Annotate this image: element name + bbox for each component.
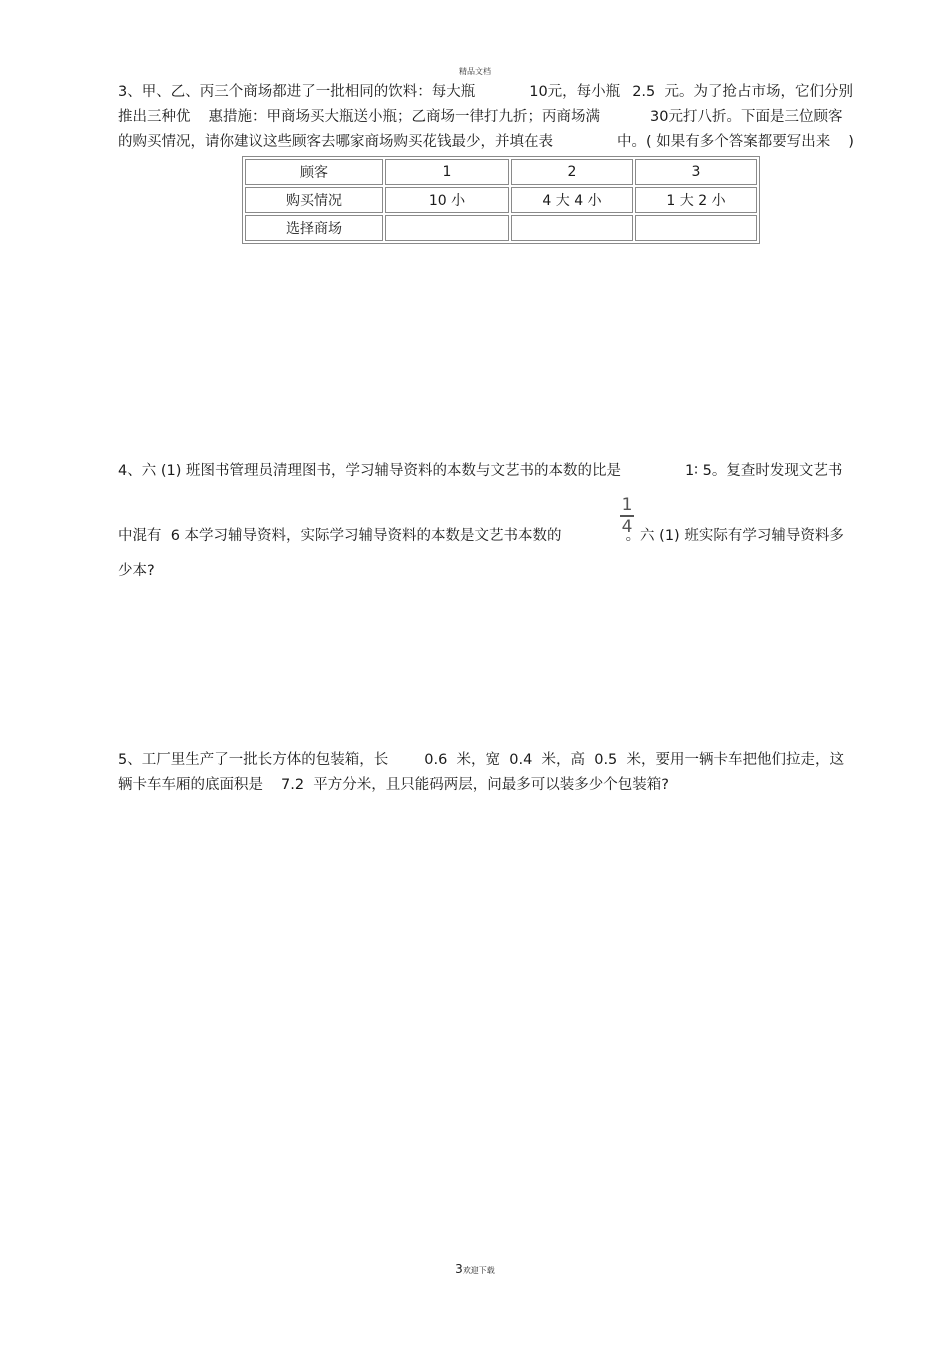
q3-table [242,156,760,244]
page-header: 精品文档 [459,67,491,76]
q3-line-1-part-a: 3、甲、乙、丙三个商场都进了一批相同的饮料：每大瓶 [118,84,476,100]
answer-cell[interactable] [385,215,509,241]
page-number: 3 [455,1262,463,1276]
q4-line-2-part-b: 。六 (1) 班实际有学习辅导资料多 [625,528,844,544]
table-row [245,215,757,241]
q3-line-1 [118,82,853,102]
answer-cell[interactable] [635,215,757,241]
table-cell: 4 大 4 小 [511,187,633,213]
q5-line-2-part-a: 辆卡车车厢的底面积是 [118,777,263,793]
table-cell: 顾客 [245,159,383,185]
q4-line-2 [118,526,844,546]
q5-line-1 [118,750,844,770]
q4-line-3: 少本? [118,563,155,579]
q3-line-2 [118,107,842,127]
q4-line-1-part-a: 4、六 (1) 班图书管理员清理图书，学习辅导资料的本数与文艺书的本数的比是 [118,463,621,479]
table-cell: 选择商场 [245,215,383,241]
table-cell: 3 [635,159,757,185]
table-cell: 10 小 [385,187,509,213]
q5-line-1-part-b: 0.6 米，宽 0.4 米，高 0.5 米，要用一辆卡车把他们拉走，这 [424,752,845,768]
table-row [245,187,757,213]
q5-line-2 [118,775,669,795]
q5-line-2-part-b: 7.2 平方分米，且只能码两层，问最多可以装多少个包装箱? [281,777,669,793]
q3-line-3-part-b: 中。( 如果有多个答案都要写出来 [617,134,831,150]
table-cell: 1 大 2 小 [635,187,757,213]
q3-line-1-part-b: 10元，每小瓶 [529,84,621,100]
fraction-numerator: 1 [621,495,633,515]
q4-line-1 [118,461,842,481]
fraction-denominator: 4 [621,516,633,537]
q3-line-2-part-a: 推出三种优 [118,109,191,125]
table-row [245,159,757,185]
q3-line-3-part-a: 的购买情况，请你建议这些顾客去哪家商场购买花钱最少，并填在表 [118,134,553,150]
page-footer [0,1262,950,1276]
q4-line-1-part-b: 1∶ 5。复查时发现文艺书 [684,463,843,479]
table-cell: 购买情况 [245,187,383,213]
q3-line-3 [118,132,854,152]
table-cell: 1 [385,159,509,185]
q3-line-3-part-c: ) [848,134,854,150]
q3-line-2-part-c: 30元打八折。下面是三位顾客 [650,109,843,125]
q5-line-1-part-a: 5、工厂里生产了一批长方体的包装箱，长 [118,752,389,768]
table-cell: 2 [511,159,633,185]
footer-text: 欢迎下载 [462,1266,495,1275]
q4-line-2-part-a: 中混有 6 本学习辅导资料，实际学习辅导资料的本数是文艺书本数的 [118,528,562,544]
q3-line-1-part-c: 2.5 元。为了抢占市场，它们分别 [632,84,853,100]
q3-line-2-part-b: 惠措施：甲商场买大瓶送小瓶；乙商场一律打九折；丙商场满 [208,109,600,125]
answer-cell[interactable] [511,215,633,241]
